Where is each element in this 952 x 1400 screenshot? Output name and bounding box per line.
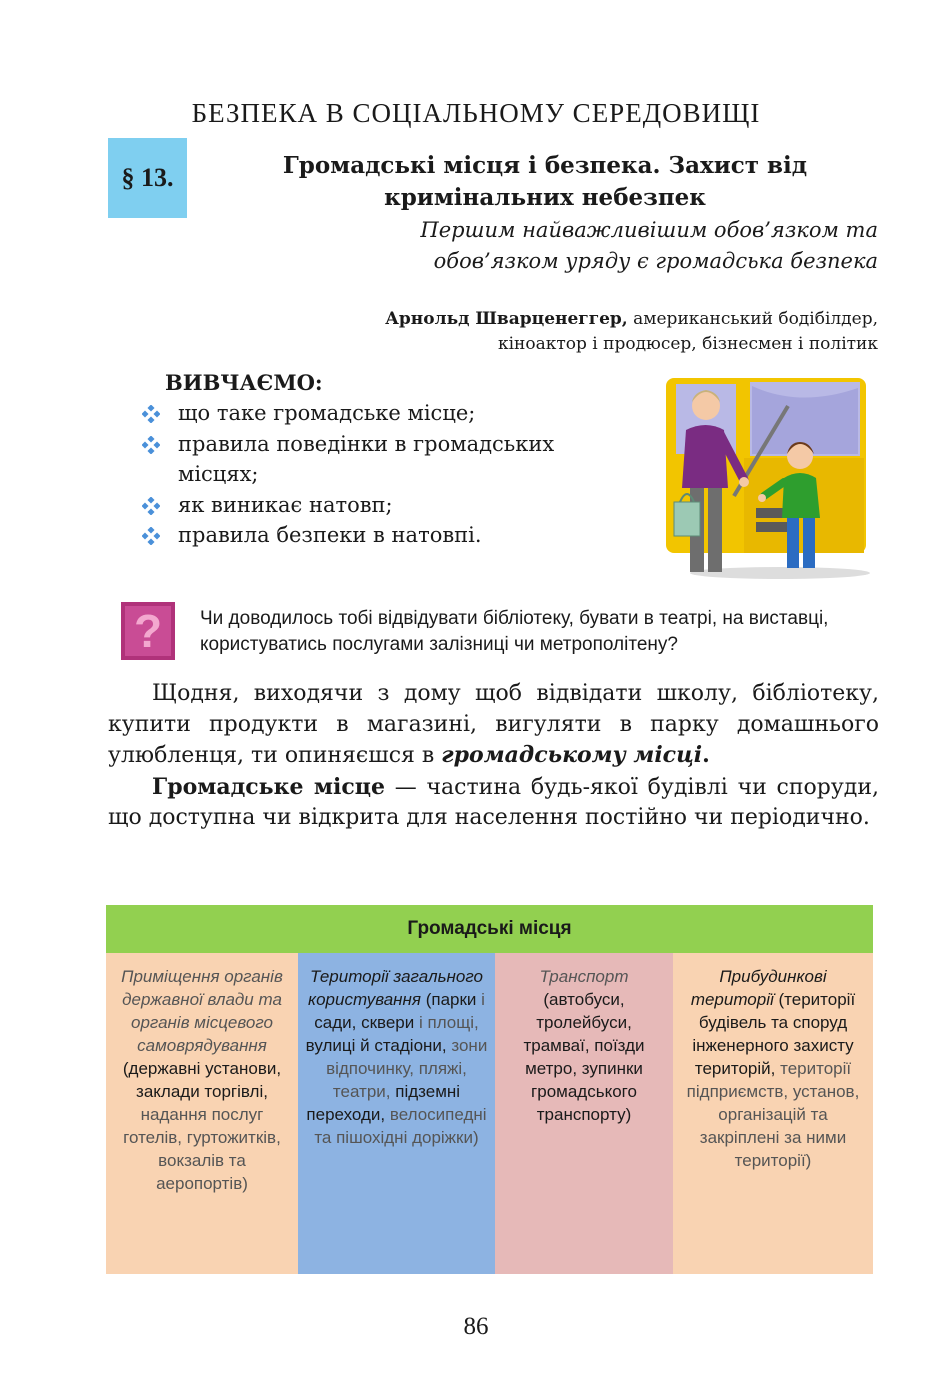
- list-item: правила поведінки в громадських місцях;: [140, 429, 640, 490]
- definition-term: Громадське місце: [152, 773, 386, 800]
- diamond-bullet-icon: [142, 527, 160, 545]
- bus-boarding-illustration: [660, 368, 878, 583]
- cell-common-territories: Території загального користування (парки і сади, сквери і площі, вулиці й стадіони, зони відпочинку, пляжі, театри, підземні переходи, велосипедні та пішохідні доріжки): [298, 953, 495, 1274]
- page-number: 86: [463, 1313, 489, 1340]
- study-list: [140, 398, 640, 551]
- diamond-bullet-icon: [142, 436, 160, 454]
- cell-adjacent-territories: Прибудинкові території (території будівель та споруд інженерного захисту територій, території підприємств, установ, організацій та закріплені за ними території): [673, 953, 873, 1274]
- author-name: Арнольд Шварценеггер,: [385, 309, 628, 329]
- cell-government-premises: Приміщення органів державної влади та органів місцевого самоврядування (державні установи, заклади торгівлі, надання послуг готелів, гуртожитків, вокзалів та аеропортів): [106, 953, 298, 1274]
- lesson-title: Громадські місця і безпека. Захист від кримінальних небезпек: [282, 152, 808, 211]
- paragraph-number: § 13.: [121, 163, 174, 192]
- chapter-title: БЕЗПЕКА В СОЦІАЛЬНОМУ СЕРЕДОВИЩІ: [191, 98, 761, 128]
- epigraph-author: [238, 307, 878, 357]
- question-text: Чи доводилось тобі відвідувати бібліотеку, бувати в театрі, на виставці, користуватись послугами залізниці чи метрополітену?: [200, 608, 829, 655]
- author-desc-1: американський бодібілдер,: [633, 309, 878, 329]
- emphasis-term: громадському місці: [441, 742, 703, 768]
- main-text: [108, 679, 879, 834]
- list-item: що таке громадське місце;: [140, 398, 640, 429]
- cell-transport: Транспорт (автобуси, тролейбуси, трамваї, поїзди метро, зупинки громадського транспорту): [495, 953, 673, 1274]
- paragraph-number-badge: [108, 138, 187, 218]
- list-item: як виникає натовп;: [140, 490, 640, 521]
- question-icon: [121, 602, 175, 660]
- paragraph-1: Щодня, виходячи з дому щоб відвідати школу, бібліотеку, купити продукти в магазині, вигуляти в парку домашнього улюбленця, ти опиняєшся в громадському місці.: [108, 681, 879, 768]
- diamond-bullet-icon: [142, 497, 160, 515]
- study-heading: ВИВЧАЄМО:: [165, 370, 323, 395]
- paragraph-2: Громадське місце — частина будь-якої будівлі чи споруди, що доступна чи відкрита для населення постійно чи періодично.: [108, 773, 879, 830]
- diamond-bullet-icon: [142, 405, 160, 423]
- epigraph-quote: Першим найважливішим обов’язком та обов’язком уряду є громадська безпека: [420, 218, 878, 273]
- table-header: Громадські місця: [106, 905, 873, 953]
- svg-text:?: ?: [133, 605, 163, 657]
- table-row: [106, 953, 873, 1274]
- author-desc-2: кіноактор і продюсер, бізнесмен і політик: [497, 334, 878, 354]
- list-item: правила безпеки в натовпі.: [140, 520, 640, 551]
- public-places-table: [106, 905, 873, 1274]
